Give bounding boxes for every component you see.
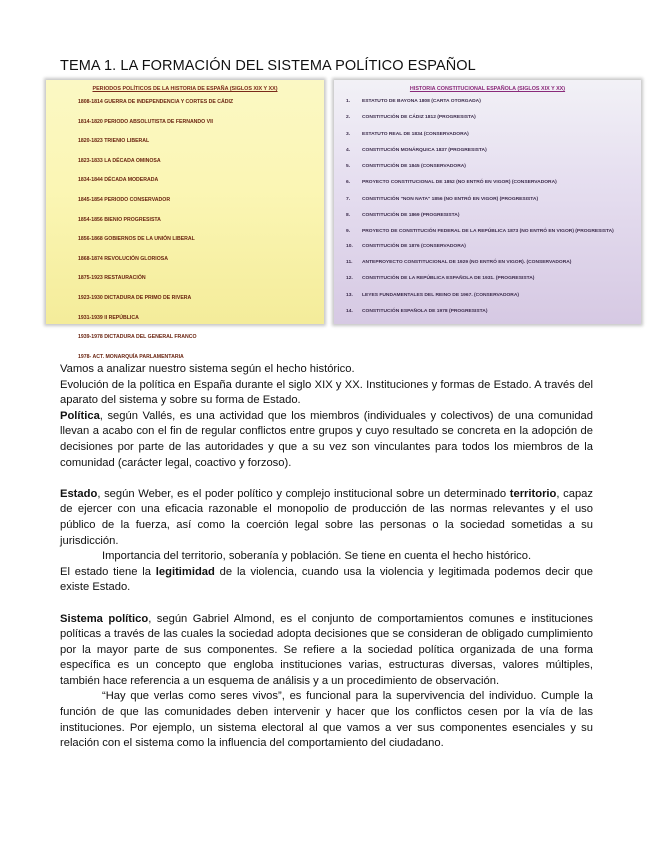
term-territorio: territorio xyxy=(509,487,557,500)
constitution-number: 9. xyxy=(346,229,351,235)
constitution-item xyxy=(346,115,629,121)
constitution-item xyxy=(346,180,629,186)
constitution-text: CONSTITUCIÓN DE 1876 (CONSERVADORA) xyxy=(362,243,466,249)
paragraph-legitimidad xyxy=(60,565,593,596)
constitution-text: ESTATUTO DE BAYONA 1808 (CARTA OTORGADA) xyxy=(362,99,481,104)
political-period-item: 1978- ACT. MONARQUÍA PARLAMENTARIA xyxy=(78,353,184,360)
constitutional-history-heading: HISTORIA CONSTITUCIONAL ESPAÑOLA (SIGLOS XIX Y XX) xyxy=(409,86,566,92)
constitution-text: CONSTITUCIÓN "NON NATA" 1856 (NO ENTRÓ EN VIGOR) (PROGRESISTA) xyxy=(362,196,539,202)
constitution-number: 11. xyxy=(346,260,353,266)
term-politica: Política xyxy=(60,409,100,422)
constitution-item xyxy=(346,276,629,282)
paragraph-politica xyxy=(60,409,593,471)
constitution-text: CONSTITUCIÓN DE 1845 (CONSERVADORA) xyxy=(362,164,466,170)
political-periods-list xyxy=(78,99,324,373)
paragraph-intro: Vamos a analizar nuestro sistema según el hecho histórico. xyxy=(60,363,355,375)
political-period-item: 1854-1856 BIENIO PROGRESISTA xyxy=(78,216,161,223)
political-period-item: 1845-1854 PERIODO CONSERVADOR xyxy=(78,196,171,203)
constitution-text: CONSTITUCIÓN MONÁRQUICA 1837 (PROGRESISTA) xyxy=(362,147,487,153)
paragraph-territorio: Importancia del territorio, soberanía y población. Se tiene en cuenta el hecho histórico. xyxy=(102,550,532,563)
term-estado: Estado xyxy=(60,487,98,500)
constitution-item xyxy=(346,244,629,250)
constitution-item xyxy=(346,99,629,105)
constitutional-history-list xyxy=(346,99,629,325)
constitution-number: 7. xyxy=(346,196,351,202)
constitution-number: 4. xyxy=(346,147,351,153)
constitution-item xyxy=(346,229,629,235)
political-period-item: 1856-1868 GOBIERNOS DE LA UNIÓN LIBERAL xyxy=(78,236,195,243)
political-period-item: 1868-1874 REVOLUCIÓN GLORIOSA xyxy=(78,255,168,262)
politica-definition: , según Vallés, es una actividad que los miembros (individuales y colectivos) de una comunidad llevan a acabo con el fin de regular conflictos entre grupos y cuyo resultado se concreta en la adopción de decisiones por parte de las autoridades y que a su vez son vinculantes para todos los miembros de la comunidad (carácter legal, coactivo y forzoso). xyxy=(60,409,593,469)
constitution-text: CONSTITUCIÓN DE 1869 (PROGRESISTA) xyxy=(362,213,460,219)
page-title: TEMA 1. LA FORMACIÓN DEL SISTEMA POLÍTICO ESPAÑOL xyxy=(60,58,476,74)
constitution-item xyxy=(346,293,629,299)
legitimidad-a: El estado tiene la xyxy=(60,565,156,578)
constitution-number: 6. xyxy=(346,180,351,186)
political-period-item: 1823-1833 LA DÉCADA OMINOSA xyxy=(78,157,161,164)
constitution-number: 14. xyxy=(346,309,353,315)
constitution-text: ANTEPROYECTO CONSTITUCIONAL DE 1929 (NO ENTRÓ EN VIGOR). (CONSERVADORA) xyxy=(362,260,572,266)
constitution-number: 12. xyxy=(346,276,353,282)
constitution-text: PROYECTO CONSTITUCIONAL DE 1852 (NO ENTRÓ EN VIGOR) (CONSERVADORA) xyxy=(362,180,557,186)
term-sistema-politico: Sistema político xyxy=(60,612,149,625)
constitution-number: 1. xyxy=(346,99,351,104)
constitution-item xyxy=(346,260,629,266)
political-period-item: 1834-1844 DÉCADA MODERADA xyxy=(78,177,159,184)
paragraph-sistema-politico xyxy=(60,612,593,690)
legitimidad-b: de la violencia, cuando usa la violencia y legitimada podemos decir que existe Estado. xyxy=(60,565,593,594)
document-body xyxy=(60,362,593,752)
constitution-item xyxy=(346,213,629,219)
constitution-item xyxy=(346,197,629,203)
term-legitimidad: legitimidad xyxy=(155,565,215,578)
constitution-item xyxy=(346,148,629,154)
paragraph-seres-vivos: “Hay que verlas como seres vivos”, es funcional para la supervivencia del individuo. Cumple la función de que las comunidades deben intervenir y hacer que los conflictos cesen por la vía de las instituciones. Por ejemplo, un sistema electoral al que vamos a ver sus componentes esenciales y su relación con el sistema como la influencia del comportamiento del ciudadano. xyxy=(60,690,593,750)
constitution-text: LEYES FUNDAMENTALES DEL REINO DE 1967. (CONSERVADORA) xyxy=(362,292,519,298)
constitution-text: ESTATUTO REAL DE 1834 (CONSERVADORA) xyxy=(362,131,469,137)
constitution-text: CONSTITUCIÓN DE CÁDIZ 1812 (PROGRESISTA) xyxy=(362,115,476,121)
political-periods-heading: PERIODOS POLÍTICOS DE LA HISTORIA DE ESPAÑA (SIGLOS XIX Y XX) xyxy=(92,86,278,92)
constitution-text: PROYECTO DE CONSTITUCIÓN FEDERAL DE LA REPÚBLICA 1873 (NO ENTRÓ EN VIGOR) (PROGRESISTA) xyxy=(362,229,614,235)
political-periods-image xyxy=(46,80,324,360)
constitutional-history-image xyxy=(334,80,641,324)
constitution-item xyxy=(346,309,629,315)
constitution-number: 5. xyxy=(346,164,351,170)
political-period-item: 1808-1814 GUERRA DE INDEPENDENCIA Y CORTES DE CÁDIZ xyxy=(78,99,234,105)
constitution-text: CONSTITUCIÓN ESPAÑOLA DE 1978 (PROGRESISTA) xyxy=(362,309,488,315)
sistema-politico-definition: , según Gabriel Almond, es el conjunto de comportamientos comunes e instituciones políticas a través de las cuales la sociedad adopta decisiones que se consideran de obligado cumplimiento por la mayor parte de sus componentes. Se refiere a la sociedad política organizada de una forma específica es un concepto que engloba instituciones varias, estructuras diversas, valores múltiples, también hace referencia a un esquema de análisis y a un procedimiento de observación. xyxy=(60,612,593,687)
political-period-item: 1820-1823 TRIENIO LIBERAL xyxy=(78,138,150,145)
constitution-number: 8. xyxy=(346,213,351,219)
political-period-item: 1923-1930 DICTADURA DE PRIMO DE RIVERA xyxy=(78,294,192,301)
constitution-number: 13. xyxy=(346,292,353,298)
constitution-number: 3. xyxy=(346,131,351,137)
constitution-item xyxy=(346,132,629,138)
constitution-text: CONSTITUCIÓN DE LA REPÚBLICA ESPAÑOLA DE 1931. (PROGRESISTA) xyxy=(362,276,535,282)
estado-definition-b: , capaz de ejercer con una eficacia razonable el monopolio de producción de las normas relevantes y el uso público de la fuerza, así como la coerción legal sobre las personas o la sociedad sometidas a su jurisdicción. xyxy=(60,487,593,547)
estado-definition-a: , según Weber, es el poder político y complejo institucional sobre un determinado xyxy=(97,487,510,500)
political-period-item: 1939-1978 DICTADURA DEL GENERAL FRANCO xyxy=(78,334,197,341)
constitution-number: 2. xyxy=(346,115,351,121)
constitution-number: 10. xyxy=(346,243,353,249)
paragraph-estado xyxy=(60,487,593,549)
constitution-item xyxy=(346,164,629,170)
political-period-item: 1875-1923 RESTAURACIÓN xyxy=(78,275,146,282)
political-period-item: 1931-1939 II REPÚBLICA xyxy=(78,314,139,321)
paragraph-evolution: Evolución de la política en España durante el siglo XIX y XX. Instituciones y formas de Estado. A través del aparato del sistema y sobre su forma de Estado. xyxy=(60,378,593,407)
political-period-item: 1814-1820 PERIODO ABSOLUTISTA DE FERNANDO VII xyxy=(78,118,213,125)
